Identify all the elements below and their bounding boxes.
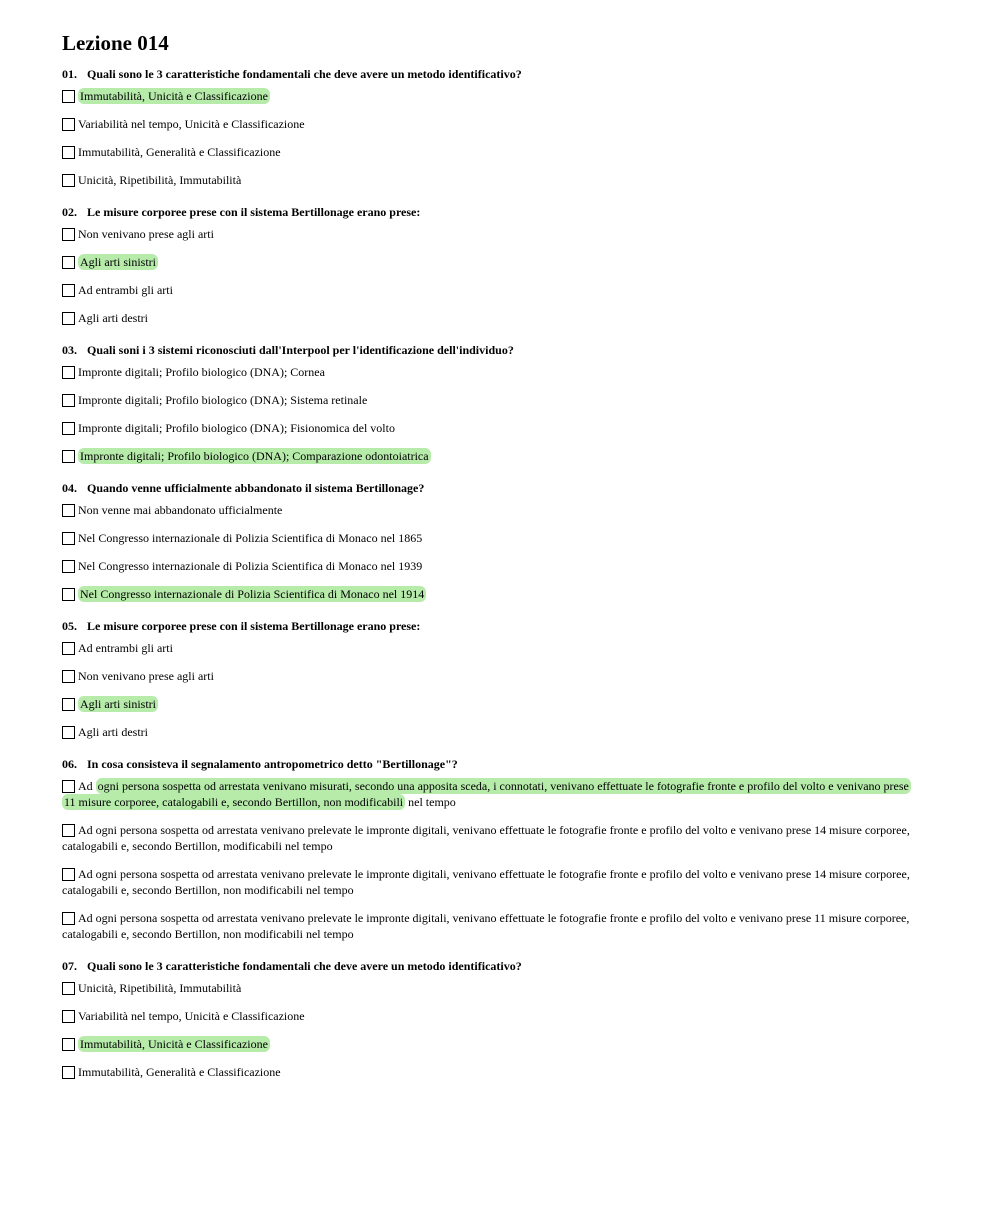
answer-checkbox[interactable] [62, 284, 75, 297]
question-04 [62, 480, 938, 602]
answer-text: Agli arti destri [78, 725, 148, 739]
answer-text-prefix: Ad [78, 779, 96, 793]
answer-text: Ad ogni persona sospetta od arrestata venivano prelevate le impronte digitali, venivano effettuate le fotografie fronte e profilo del volto e venivano prese 11 misure corporee, catalogabili e, secondo Bertillon, non modificabili nel tempo [62, 911, 910, 941]
answer-text: Impronte digitali; Profilo biologico (DNA); Sistema retinale [78, 393, 368, 407]
answer-option [62, 282, 938, 298]
answer-option [62, 558, 938, 574]
question-06 [62, 756, 938, 942]
answer-checkbox[interactable] [62, 532, 75, 545]
answer-option [62, 778, 922, 810]
question-01 [62, 66, 938, 188]
answer-option [62, 696, 938, 712]
question-05 [62, 618, 938, 740]
correct-answer-text: Nel Congresso internazionale di Polizia Scientifica di Monaco nel 1914 [80, 587, 425, 601]
answer-checkbox[interactable] [62, 868, 75, 881]
answer-option [62, 1064, 938, 1080]
answer-checkbox[interactable] [62, 912, 75, 925]
page-title: Lezione 014 [62, 31, 169, 55]
answer-checkbox[interactable] [62, 1066, 75, 1079]
answer-text: Non venne mai abbandonato ufficialmente [78, 503, 283, 517]
answer-option [62, 724, 938, 740]
question-number: 02. [62, 205, 77, 219]
answer-option [62, 822, 922, 854]
question-02 [62, 204, 938, 326]
answer-option [62, 668, 938, 684]
answer-text: Nel Congresso internazionale di Polizia Scientifica di Monaco nel 1939 [78, 559, 423, 573]
answer-checkbox[interactable] [62, 174, 75, 187]
answer-text: Ad ogni persona sospetta od arrestata venivano prelevate le impronte digitali, venivano effettuate le fotografie fronte e profilo del volto e venivano prese 14 misure corporee, catalogabili e, secondo Bertillon, non modificabili nel tempo [62, 867, 910, 897]
answer-text: Unicità, Ripetibilità, Immutabilità [78, 981, 242, 995]
answer-checkbox[interactable] [62, 670, 75, 683]
answer-checkbox[interactable] [62, 118, 75, 131]
answer-text: Impronte digitali; Profilo biologico (DNA); Fisionomica del volto [78, 421, 395, 435]
question-text: In cosa consisteva il segnalamento antropometrico detto "Bertillonage"? [87, 757, 458, 771]
answer-option [62, 420, 938, 436]
correct-answer-text: Agli arti sinistri [80, 255, 156, 269]
answer-text: Impronte digitali; Profilo biologico (DNA); Cornea [78, 365, 325, 379]
answer-checkbox[interactable] [62, 422, 75, 435]
answer-text: Variabilità nel tempo, Unicità e Classificazione [78, 117, 305, 131]
answer-text: Immutabilità, Generalità e Classificazione [78, 1065, 281, 1079]
answer-option [62, 88, 938, 104]
answer-option [62, 530, 938, 546]
answer-option [62, 980, 938, 996]
correct-answer-text: Immutabilità, Unicità e Classificazione [80, 1037, 268, 1051]
answer-option [62, 586, 938, 602]
answer-checkbox[interactable] [62, 312, 75, 325]
answer-checkbox[interactable] [62, 698, 75, 711]
answer-checkbox[interactable] [62, 824, 75, 837]
question-03 [62, 342, 938, 464]
answer-checkbox[interactable] [62, 504, 75, 517]
question-text: Quali soni i 3 sistemi riconosciuti dall'Interpool per l'identificazione dell'individuo? [87, 343, 514, 357]
answer-option [62, 1008, 938, 1024]
question-text: Quali sono le 3 caratteristiche fondamentali che deve avere un metodo identificativo? [87, 959, 522, 973]
answer-text: Unicità, Ripetibilità, Immutabilità [78, 173, 242, 187]
answer-checkbox[interactable] [62, 90, 75, 103]
answer-option [62, 910, 922, 942]
answer-option [62, 448, 938, 464]
correct-answer-text: Agli arti sinistri [80, 697, 156, 711]
answer-text: Nel Congresso internazionale di Polizia Scientifica di Monaco nel 1865 [78, 531, 423, 545]
question-07 [62, 958, 938, 1080]
answer-option [62, 502, 938, 518]
answer-checkbox[interactable] [62, 560, 75, 573]
answer-checkbox[interactable] [62, 450, 75, 463]
answer-option [62, 1036, 938, 1052]
question-text: Quali sono le 3 caratteristiche fondamentali che deve avere un metodo identificativo? [87, 67, 522, 81]
question-text: Le misure corporee prese con il sistema Bertillonage erano prese: [87, 619, 421, 633]
answer-checkbox[interactable] [62, 366, 75, 379]
correct-answer-text: Impronte digitali; Profilo biologico (DNA); Comparazione odontoiatrica [80, 449, 429, 463]
answer-checkbox[interactable] [62, 642, 75, 655]
answer-checkbox[interactable] [62, 256, 75, 269]
correct-answer-text: Immutabilità, Unicità e Classificazione [80, 89, 268, 103]
answer-option [62, 172, 938, 188]
answer-text: Immutabilità, Generalità e Classificazione [78, 145, 281, 159]
answer-checkbox[interactable] [62, 146, 75, 159]
question-number: 03. [62, 343, 77, 357]
answer-option [62, 866, 922, 898]
answer-checkbox[interactable] [62, 588, 75, 601]
answer-option [62, 116, 938, 132]
answer-checkbox[interactable] [62, 780, 75, 793]
answer-option [62, 364, 938, 380]
answer-option [62, 310, 938, 326]
answer-checkbox[interactable] [62, 982, 75, 995]
answer-checkbox[interactable] [62, 1038, 75, 1051]
answer-text: Non venivano prese agli arti [78, 227, 214, 241]
answer-text: Ad entrambi gli arti [78, 641, 173, 655]
answer-checkbox[interactable] [62, 726, 75, 739]
answer-option [62, 640, 938, 656]
answer-option [62, 226, 938, 242]
question-number: 07. [62, 959, 77, 973]
question-number: 05. [62, 619, 77, 633]
answer-checkbox[interactable] [62, 1010, 75, 1023]
question-number: 01. [62, 67, 77, 81]
answer-option [62, 392, 938, 408]
question-number: 06. [62, 757, 77, 771]
answer-option [62, 144, 938, 160]
answer-text: Agli arti destri [78, 311, 148, 325]
correct-answer-text: ogni persona sospetta od arrestata venivano misurati, secondo una apposita sceda, i connotati, venivano effettuate le fotografie fronte e profilo del volto e venivano prese 11 misure corporee, catalogabili e, secondo Bertillon, non modificabili [64, 779, 909, 809]
answer-text-suffix: nel tempo [405, 795, 456, 809]
answer-text: Ad entrambi gli arti [78, 283, 173, 297]
answer-option [62, 254, 938, 270]
answer-checkbox[interactable] [62, 228, 75, 241]
answer-text: Ad ogni persona sospetta od arrestata venivano prelevate le impronte digitali, venivano effettuate le fotografie fronte e profilo del volto e venivano prese 14 misure corporee, catalogabili e, secondo Bertillon, modificabili nel tempo [62, 823, 910, 853]
question-text: Quando venne ufficialmente abbandonato il sistema Bertillonage? [87, 481, 425, 495]
answer-checkbox[interactable] [62, 394, 75, 407]
answer-text: Variabilità nel tempo, Unicità e Classificazione [78, 1009, 305, 1023]
answer-text: Non venivano prese agli arti [78, 669, 214, 683]
question-text: Le misure corporee prese con il sistema Bertillonage erano prese: [87, 205, 421, 219]
question-number: 04. [62, 481, 77, 495]
